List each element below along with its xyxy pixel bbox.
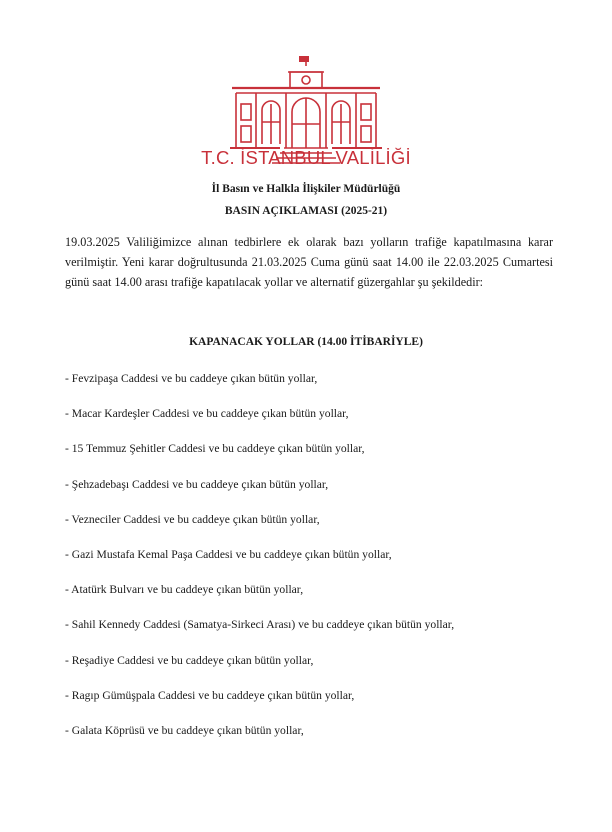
list-item: - Ragıp Gümüşpala Caddesi ve bu caddeye çıkan bütün yollar,	[65, 688, 355, 702]
list-item: - Reşadiye Caddesi ve bu caddeye çıkan bütün yollar,	[65, 653, 314, 667]
press-release-title: BASIN AÇIKLAMASI (2025-21)	[224, 205, 388, 217]
list-item: - Sahil Kennedy Caddesi (Samatya-Sirkeci Arası) ve bu caddeye çıkan bütün yollar,	[65, 618, 455, 632]
list-item: - Macar Kardeşler Caddesi ve bu caddeye çıkan bütün yollar,	[65, 407, 349, 421]
logo-wordmark: T.C. İSTANBUL VALİLİĞİ	[201, 147, 411, 168]
list-item: - Gazi Mustafa Kemal Paşa Caddesi ve bu caddeye çıkan bütün yollar,	[65, 547, 392, 561]
section-title: KAPANACAK YOLLAR (14.00 İTİBARİYLE)	[189, 336, 423, 348]
closed-roads-list	[65, 371, 454, 758]
list-item: - Fevzipaşa Caddesi ve bu caddeye çıkan bütün yollar,	[65, 372, 318, 385]
list-item: - Şehzadebaşı Caddesi ve bu caddeye çıkan bütün yollar,	[65, 477, 329, 491]
department-name: İl Basın ve Halkla İlişkiler Müdürlüğü	[211, 183, 401, 195]
list-item: - Atatürk Bulvarı ve bu caddeye çıkan bütün yollar,	[65, 583, 304, 597]
intro-paragraph: 19.03.2025 Valiliğimizce alınan tedbirlere ek olarak bazı yolların trafiğe kapatılmasına karar verilmiştir. Yeni karar doğrultusunda 21.03.2025 Cuma günü saat 14.00 ile 22.03.2025 Cumartesi günü saat 14.00 arası trafiğe kapatılacak yollar ve alternatif güzergahlar şu şekildedir:	[65, 235, 553, 289]
list-item: - 15 Temmuz Şehitler Caddesi ve bu caddeye çıkan bütün yollar,	[65, 442, 365, 456]
list-item: - Vezneciler Caddesi ve bu caddeye çıkan bütün yollar,	[65, 512, 320, 526]
list-item: - Galata Köprüsü ve bu caddeye çıkan bütün yollar,	[65, 723, 304, 737]
